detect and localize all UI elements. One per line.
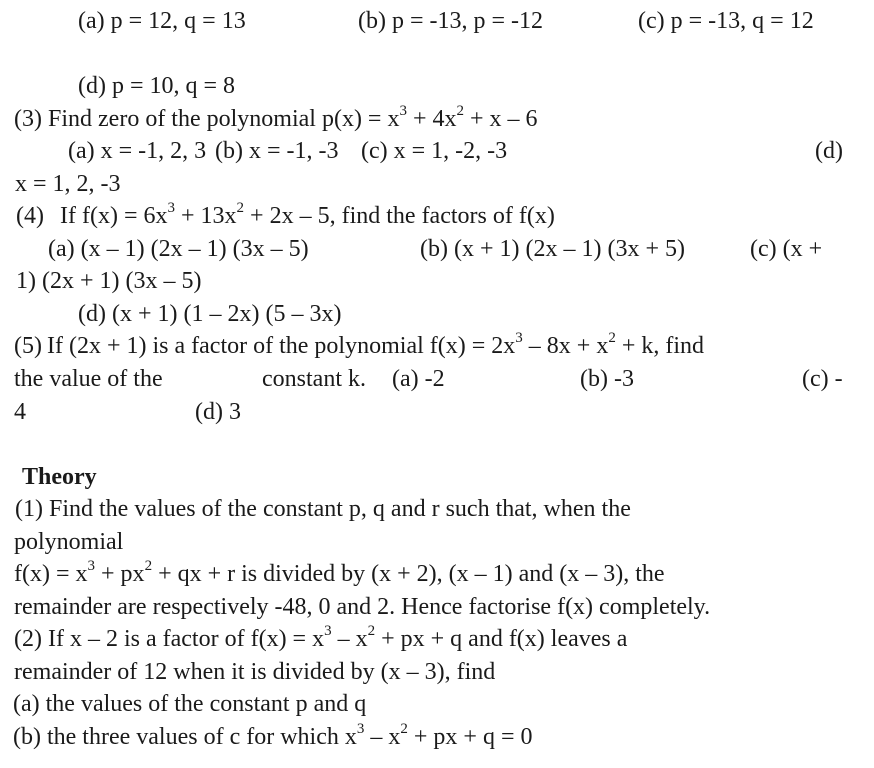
superscript: 3 (167, 200, 175, 217)
text-run: (c) x = 1, -2, -3 (361, 138, 508, 165)
text-run: + x – 6 (464, 105, 538, 132)
text-run: (c) (x + (750, 235, 823, 262)
text-run: + k, find (615, 333, 705, 360)
text-part (48, 103, 538, 136)
text-run: (c) p = -13, q = 12 (638, 8, 814, 34)
superscript: 3 (324, 623, 332, 640)
text-run: remainder of 12 when it is divided by (x – 3), find (14, 658, 496, 685)
q3-options-abcd (0, 135, 874, 168)
text-part (14, 558, 665, 591)
text-part (14, 396, 26, 429)
theory-q1-line3 (0, 558, 874, 591)
text-run: (d) (815, 138, 843, 165)
q4-question (0, 200, 874, 233)
q4-option-d (0, 298, 874, 331)
text-part (262, 363, 366, 396)
q5-options-wrap (0, 396, 874, 429)
text-run: (b) -3 (580, 366, 634, 393)
text-run: (1) Find the values of the constant p, q and r such that, when the (15, 496, 631, 523)
text-run: (2) If x – 2 is a factor of f(x) = x (14, 626, 325, 653)
text-run: x = 1, 2, -3 (15, 170, 121, 197)
text-run: (d) (x + 1) (1 – 2x) (5 – 3x) (78, 300, 342, 327)
text-run: (b) the three values of c for which x (13, 724, 357, 751)
text-run: (a) (x – 1) (2x – 1) (3x – 5) (48, 235, 309, 262)
text-run: (a) the values of the constant p and q (13, 691, 367, 718)
text-part (16, 265, 202, 298)
text-run: (d) 3 (195, 398, 241, 425)
theory-q2-part-a (0, 688, 874, 721)
theory-q2-line2 (0, 656, 874, 689)
text-part (638, 5, 814, 38)
text-part (13, 688, 366, 721)
text-part (361, 135, 507, 168)
text-part (14, 591, 710, 624)
text-part (14, 526, 123, 559)
text-run: 1) (2x + 1) (3x – 5) (16, 268, 202, 295)
text-run: + 13x (175, 203, 237, 230)
text-part (14, 363, 163, 396)
theory-q1-line4 (0, 591, 874, 624)
text-run: f(x) = x (14, 561, 88, 588)
text-part (13, 721, 532, 754)
theory-q2-part-b (0, 721, 874, 754)
superscript: 2 (367, 623, 376, 640)
text-run: – x (364, 724, 401, 751)
blank-line (0, 428, 874, 461)
text-part (215, 135, 339, 168)
text-part (16, 200, 44, 233)
text-run: (a) p = 12, q = 13 (78, 8, 246, 34)
text-part (15, 168, 121, 201)
superscript: 2 (608, 330, 616, 347)
superscript: 3 (87, 558, 96, 575)
superscript: 2 (144, 558, 153, 575)
text-run: + px + q = 0 (407, 724, 533, 751)
superscript: 2 (456, 102, 465, 119)
text-part (580, 363, 634, 396)
theory-q1-line1 (0, 493, 874, 526)
text-part (48, 233, 309, 266)
q2-options-abc (0, 5, 874, 38)
text-part (358, 5, 543, 38)
text-part (68, 135, 206, 168)
text-run: If f(x) = 6x (60, 203, 168, 230)
text-run: – x (331, 626, 368, 653)
text-part (78, 5, 246, 38)
text-run: constant k. (262, 366, 366, 393)
text-run: (c) - (802, 366, 843, 393)
superscript: 2 (400, 721, 408, 738)
text-part (60, 200, 555, 233)
text-run: + qx + r is divided by (x + 2), (x – 1) and (x – 3), the (152, 561, 665, 588)
q5-question (0, 330, 874, 363)
q5-wrap-options-abc (0, 363, 874, 396)
text-run: (4) (16, 203, 44, 230)
bold-text-run: Theory (22, 463, 97, 490)
text-part (14, 623, 627, 656)
text-part (392, 363, 445, 396)
text-run: – 8x + x (522, 333, 609, 360)
text-run: (b) (x + 1) (2x – 1) (3x + 5) (420, 235, 686, 262)
text-run: the value of the (14, 366, 163, 393)
text-run: (d) p = 10, q = 8 (78, 73, 236, 100)
text-run: (a) x = -1, 2, 3 (68, 138, 207, 165)
q3-question (0, 103, 874, 136)
document-body (0, 5, 874, 754)
text-part (195, 396, 241, 429)
text-part (78, 70, 235, 103)
theory-heading (0, 461, 874, 494)
q3-option-d-wrap (0, 168, 874, 201)
text-part (15, 493, 631, 526)
text-part (14, 656, 495, 689)
superscript: 3 (399, 102, 407, 119)
text-run: polynomial (14, 528, 124, 555)
superscript: 2 (236, 200, 245, 217)
text-part (47, 330, 704, 363)
text-run: If (2x + 1) is a factor of the polynomial f(x) = 2x (47, 333, 516, 360)
q4-option-c-wrap (0, 265, 874, 298)
text-part (14, 330, 42, 363)
theory-q1-line2 (0, 526, 874, 559)
text-run: remainder are respectively -48, 0 and 2. Hence factorise f(x) completely. (14, 593, 711, 620)
text-run: (3) (14, 105, 42, 132)
text-run: Find zero of the polynomial p(x) = x (48, 105, 400, 132)
text-part (802, 363, 843, 396)
text-part (78, 298, 341, 331)
text-run: (b) p = -13, p = -12 (358, 8, 544, 34)
text-part (815, 135, 843, 168)
text-run: + 4x (406, 105, 457, 132)
text-part (22, 461, 97, 494)
blank-line (0, 38, 874, 71)
text-run: 4 (14, 398, 26, 425)
superscript: 3 (356, 721, 365, 738)
text-part (750, 233, 822, 266)
text-part (420, 233, 685, 266)
text-run: + 2x – 5, find the factors of f(x) (244, 203, 555, 230)
text-run: (5) (14, 333, 42, 360)
superscript: 3 (515, 330, 523, 347)
text-run: (b) x = -1, -3 (215, 138, 339, 165)
q2-option-d (0, 70, 874, 103)
text-part (14, 103, 42, 136)
text-run: (a) -2 (392, 366, 445, 393)
text-run: + px + q and f(x) leaves a (375, 626, 628, 653)
theory-q2-line1 (0, 623, 874, 656)
text-run: + px (95, 561, 145, 588)
q4-options-abc (0, 233, 874, 266)
